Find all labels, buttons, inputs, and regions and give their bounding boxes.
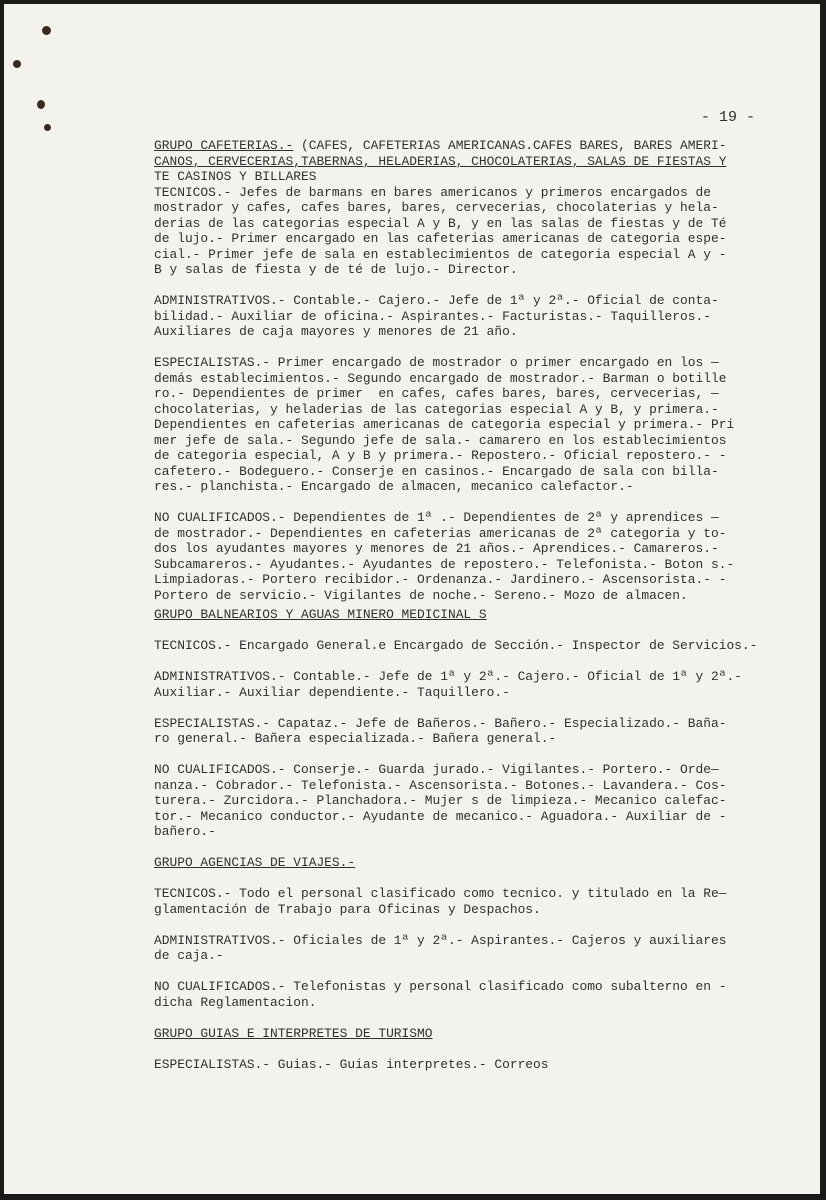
agencias-administrativos: ADMINISTRATIVOS.- Oficiales de 1ª y 2ª.- Aspirantes.- Cajeros y auxiliares de caja.- [154,932,727,963]
balnearios-especialistas: ESPECIALISTAS.- Capataz.- Jefe de Bañeros.- Bañero.- Especializado.- Baña- ro general.- Bañera especializada.- Bañera general.- [154,715,727,746]
balnearios-administrativos: ADMINISTRATIVOS.- Contable.- Jefe de 1ª y 2ª.- Cajero.- Oficial de 1ª y 2ª.- Auxiliar.- Auxiliar dependiente.- Taquillero.- [154,669,742,700]
document-body [154,138,794,1088]
document-page [4,4,820,1194]
cafeterias-especialistas: ESPECIALISTAS.- Primer encargado de mostrador o primer encargado en los — demás establecimientos.- Segundo encargado de mostrador.- Barman o botille ro.- Dependientes de primer en cafes, cafes bares, bares, cervecerias, — chocolaterias, y heladerias de las categorias especial A y B, y primera.- Dependientes en cafeterias americanas de categoria especial y primera.- Pri mer jefe de sala.- Segundo jefe de sala.- camarero en los establecimientos de categoria especial, A y B y primera.- Repostero.- Oficial repostero.- - cafetero.- Bodeguero.- Conserje en casinos.- Encargado de sala con billa- res.- planchista.- Encargado de almacen, mecanico calefactor.- [154,355,735,494]
cafeterias-tecnicos: TECNICOS.- Jefes de barmans en bares americanos y primeros encargados de mostrador y cafes, cafes bares, bares, cervecerias, chocolaterias y hela- derias de las categorias especial A y B, y en las salas de fiestas y de Té de lujo.- Primer encargado en las cafeterias americanas de categoria espe- cial.- Primer jefe de sala en establecimientos de categoria especial A y - B y salas de fiesta y de té de lujo.- Director. [154,184,727,277]
agencias-tecnicos: TECNICOS.- Todo el personal clasificado como tecnico. y titulado en la Re— glamentación de Trabajo para Oficinas y Despachos. [154,886,727,917]
balnearios-heading: GRUPO BALNEARIOS Y AGUAS MINERO MEDICINAL S [154,607,487,622]
cafeterias-no-cualificados: NO CUALIFICADOS.- Dependientes de 1ª .- Dependientes de 2ª y aprendices — de mostrador.- Dependientes en cafeterias americanas de 2ª categoria y to- dos los ayudantes mayores y menores de 21 años.- Aprendices.- Camareros.- Subcamareros.- Ayudantes.- Ayudantes de repostero.- Telefonista.- Boton s.- Limpiadoras.- Portero recibidor.- Ordenanza.- Jardinero.- Ascensorista.- - Portero de servicio.- Vigilantes de noche.- Sereno.- Mozo de almacen. [154,510,735,603]
punch-hole [13,60,21,68]
punch-hole [37,100,45,109]
agencias-heading: GRUPO AGENCIAS DE VIAJES.- [154,855,356,870]
guias-especialistas: ESPECIALISTAS.- Guias.- Guias interpretes.- Correos [154,1056,549,1072]
cafeterias-heading-block [154,138,794,278]
cafeterias-administrativos: ADMINISTRATIVOS.- Contable.- Cajero.- Jefe de 1ª y 2ª.- Oficial de conta- bilidad.- Auxiliar de oficina.- Aspirantes.- Facturistas.- Taquilleros.- Auxiliares de caja mayores y menores de 21 año. [154,293,719,339]
agencias-no-cualificados: NO CUALIFICADOS.- Telefonistas y personal clasificado como subalterno en - dicha Reglamentacion. [154,979,727,1010]
guias-heading: GRUPO GUIAS E INTERPRETES DE TURISMO [154,1025,433,1041]
balnearios-tecnicos: TECNICOS.- Encargado General.e Encargado de Sección.- Inspector de Servicios.- [154,638,758,653]
punch-hole [44,124,51,131]
cafeterias-heading-rest: (CAFES, CAFETERIAS AMERICANAS.CAFES BARES, BARES AMERI- [293,138,727,153]
cafeterias-heading-line2: CANOS, CERVECERIAS,TABERNAS, HELADERIAS, CHOCOLATERIAS, SALAS DE FIESTAS Y [154,153,727,169]
page-number: - 19 - [701,109,756,126]
cafeterias-heading-line3: TE CASINOS Y BILLARES [154,169,317,184]
balnearios-no-cualificados: NO CUALIFICADOS.- Conserje.- Guarda jurado.- Vigilantes.- Portero.- Orde— nanza.- Cobrador.- Telefonista.- Ascensorista.- Botones.- Lavandera.- Cos- turera.- Zurcidora.- Planchadora.- Mujer s de limpieza.- Mecanico calefac- tor.- Mecanico conductor.- Ayudante de mecanico.- Aguadora.- Auxiliar de - bañero.- [154,762,727,839]
cafeterias-heading: GRUPO CAFETERIAS.- [154,138,294,153]
punch-hole [42,26,51,35]
